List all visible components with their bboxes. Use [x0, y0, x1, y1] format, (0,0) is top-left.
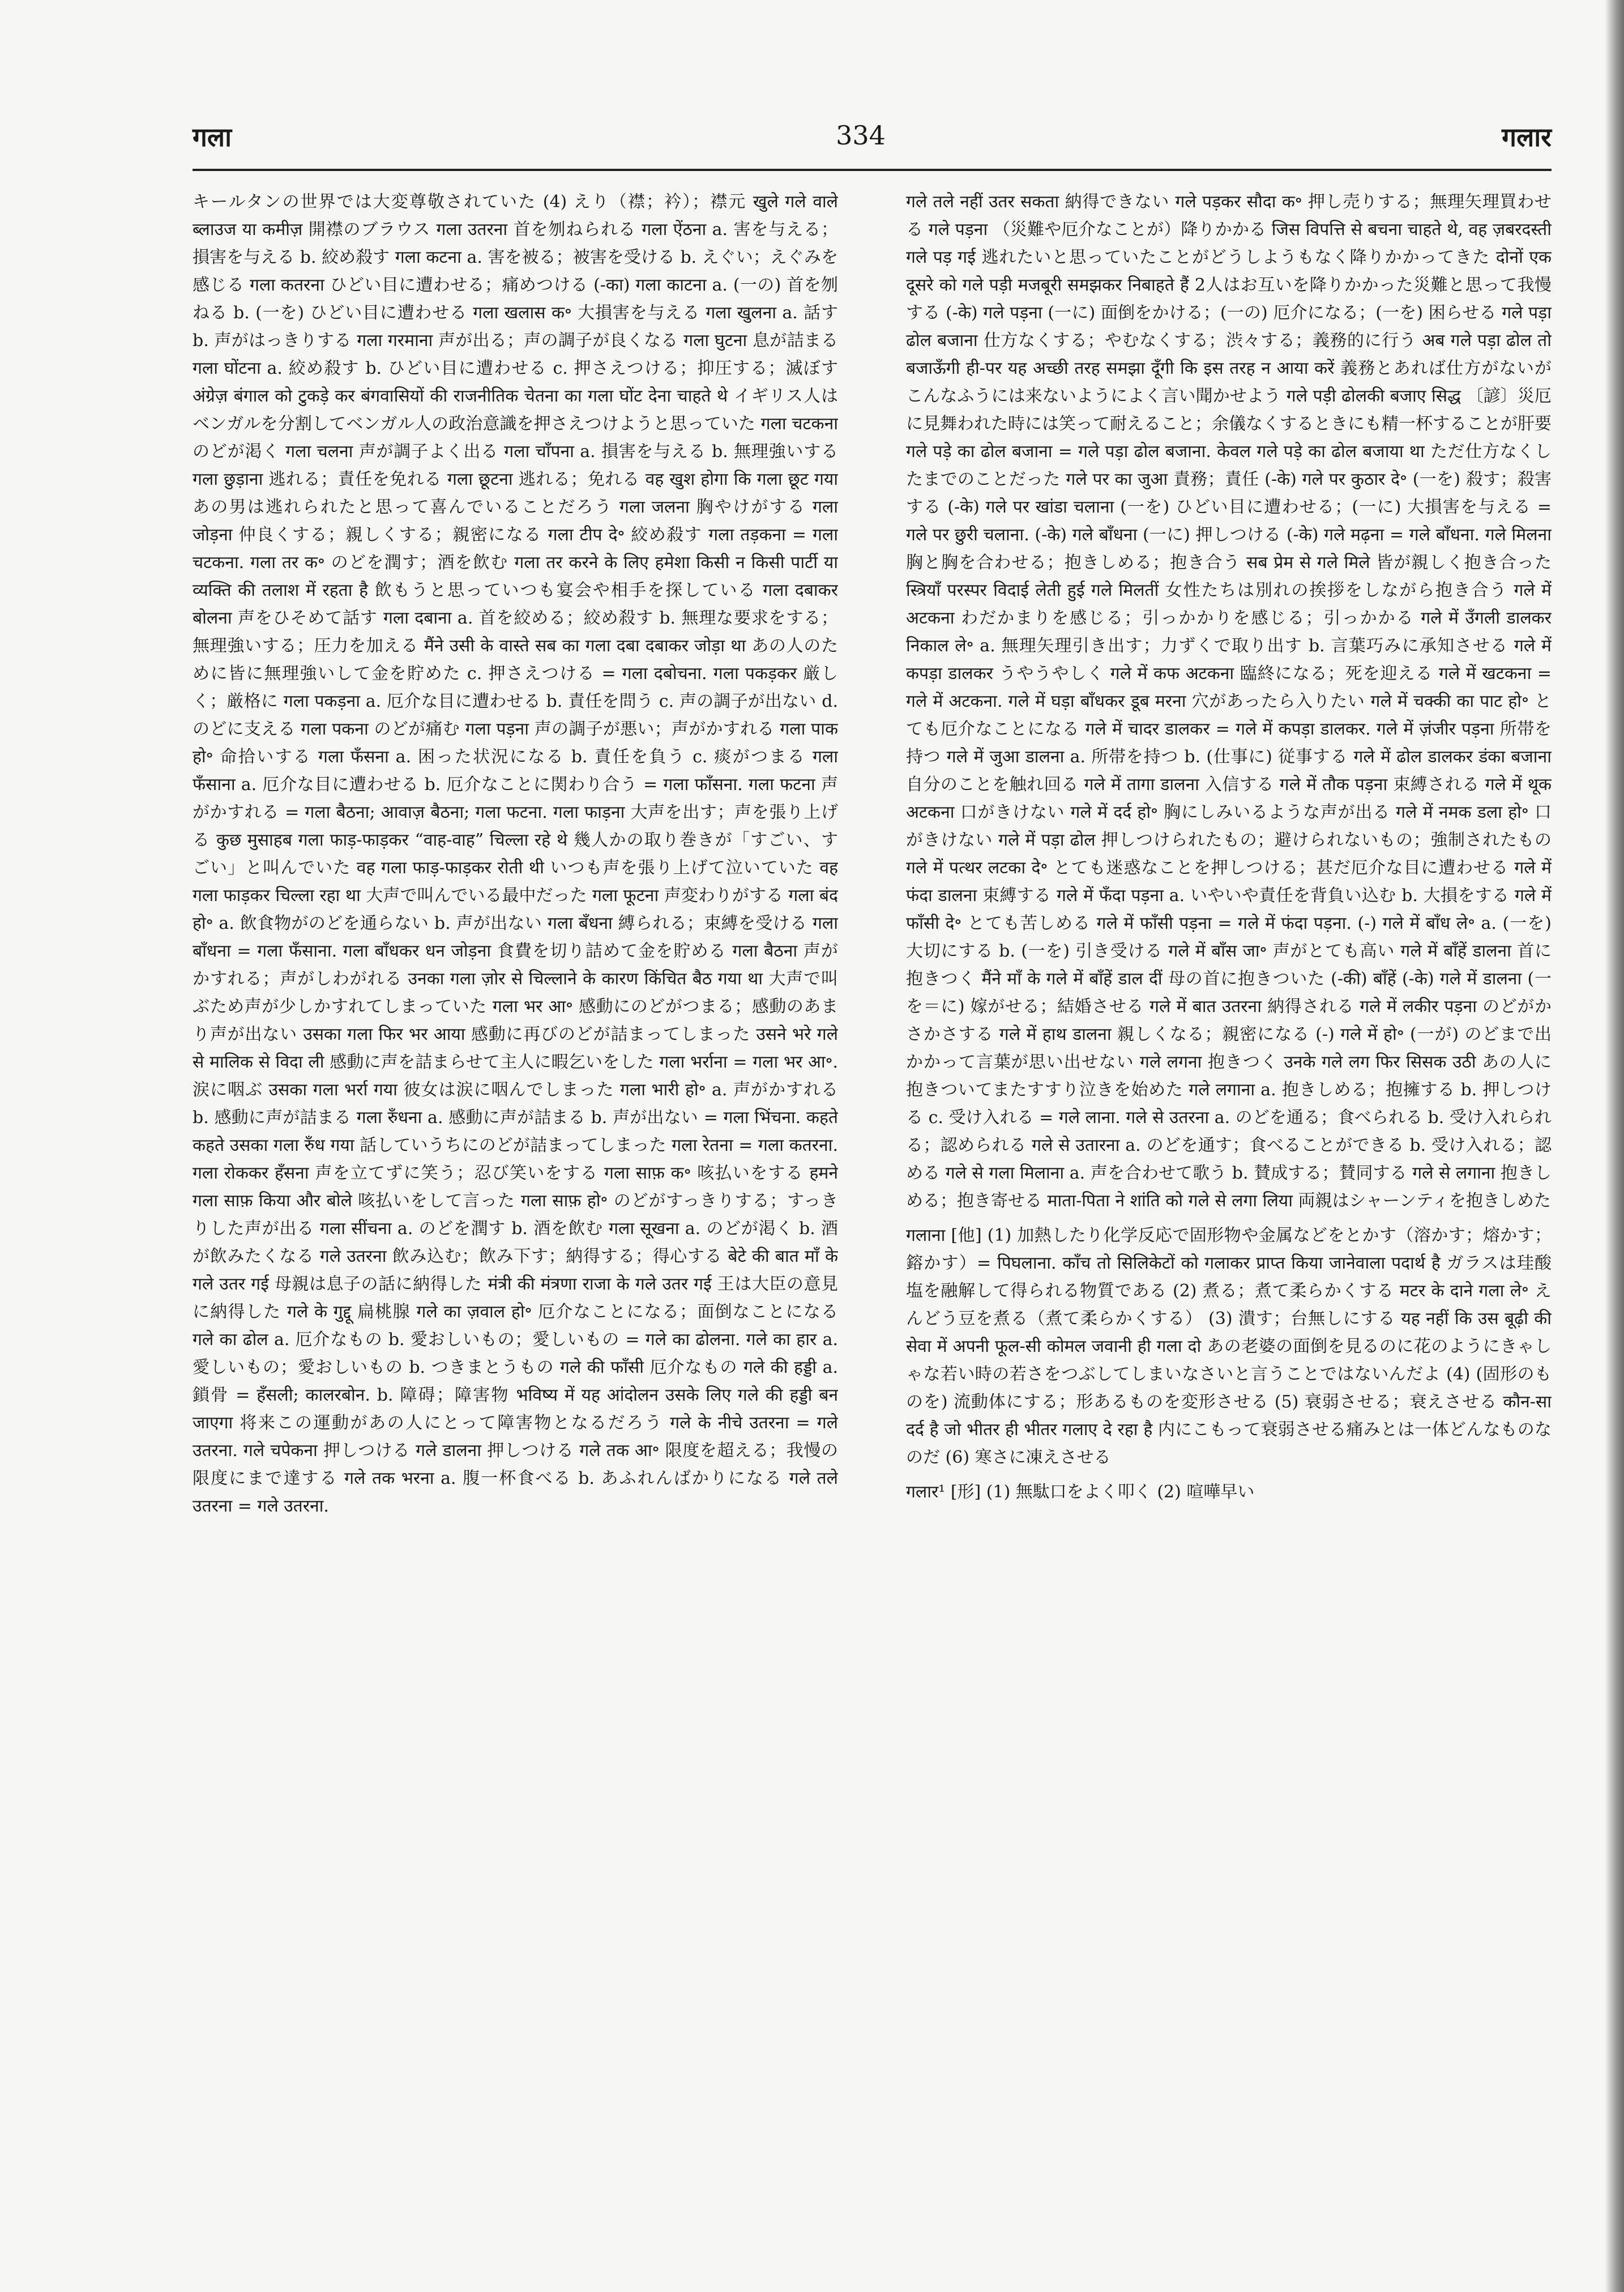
running-head-left: गला [193, 122, 232, 152]
running-head-right: गलार [1502, 122, 1552, 152]
scan-edge-shadow [1605, 0, 1624, 2292]
entry-galana: गलाना [他] (1) 加熱したり化学反応で固形物や金属などをとかす（溶かす；熔かす；鎔かす）= पिघलाना. काँच तो सिलिकेटों को गलाकर प्राप्त किया जानेवाला पदार्थ है ガラスは珪酸塩を融解して得られる物質である (2) 煮る；煮て柔らかくする मटर के दाने गला ले॰ えんどう豆を煮る（煮て柔らかくする） (3) 潰す；台無しにする यह नहीं कि उस बूढ़ी की सेवा में अपनी फूल-सी कोमल जवानी ही गला दो あの老婆の面倒を見るのに花のようにきゃしゃな若い時の若さをつぶしてしまいなさいと言うことではないんだよ (4) (固形のものを) 流動体にする；形あるものを変形させる (5) 衰弱させる；衰えさせる कौन-सा दर्द है जो भीतर ही भीतर गलाए दे रहा है 内にこもって衰弱させる痛みとは一体どんなものなのだ (6) 寒さに凍えさせる [906, 1226, 1552, 1467]
left-column [193, 188, 838, 2255]
header-rule [193, 169, 1552, 171]
left-column-text: キールタンの世界では大変尊敬されていた (4) えり（襟；衿）；襟元 खुले गले वाले ब्लाउज या कमीज़ 開襟のブラウス गला उतरना 首を刎ねられる गला ऐंठना a. 害を与える；損害を与える b. 絞め殺す गला कटना a. 害を被る；被害を受ける b. えぐい；えぐみを感じる गला कतरना ひどい目に遭わせる；痛めつける (-का) गला काटना a. (一の) 首を刎ねる b. (一を) ひどい目に遭わせる गला खलास क॰ 大損害を与える गला खुलना a. 話す b. 声がはっきりする गला गरमाना 声が出る；声の調子が良くなる गला घुटना 息が詰まる गला घोंटना a. 絞め殺す b. ひどい目に遭わせる c. 押さえつける；抑圧する；滅ぼす अंग्रेज़ बंगाल को टुकड़े कर बंगवासियों की राजनीतिक चेतना का गला घोंट देना चाहते थे イギリス人はベンガルを分割してベンガル人の政治意識を押さえつけようと思っていた गला चटकना のどが渇く गला चलना 声が調子よく出る गला चाँपना a. 損害を与える b. 無理強いする गला छुड़ाना 逃れる；責任を免れる गला छूटना 逃れる；免れる वह खुश होगा कि गला छूट गया あの男は逃れられたと思って喜んでいることだろう गला जलना 胸やけがする गला जोड़ना 仲良くする；親しくする；親密になる गला टीप दे॰ 絞め殺す गला तड़कना = गला चटकना. गला तर क॰ のどを潤す；酒を飲む गला तर करने के लिए हमेशा किसी न किसी पार्टी या व्यक्ति की तलाश में रहता है 飲もうと思っていつも宴会や相手を探している गला दबाकर बोलना 声をひそめて話す गला दबाना a. 首を絞める；絞め殺す b. 無理な要求をする；無理強いする；圧力を加える मैंने उसी के वास्ते सब का गला दबा दबाकर जोड़ा था あの人のために皆に無理強いして金を貯めた c. 押さえつける = गला दबोचना. गला पकड़कर 厳しく；厳格に गला पकड़ना a. 厄介な目に遭わせる b. 責任を問う c. 声の調子が出ない d. のどに支える गला पकना のどが痛む गला पड़ना 声の調子が悪い；声がかすれる गला पाक हो॰ 命拾いする गला फँसना a. 困った状況になる b. 責任を負う c. 痰がつまる गला फँसाना a. 厄介な目に遭わせる b. 厄介なことに関わり合う = गला फाँसना. गला फटना 声がかすれる = गला बैठना; आवाज़ बैठना; गला फटना. गला फाड़ना 大声を出す；声を張り上げる कुछ मुसाहब गला फाड़-फाड़कर “वाह-वाह” चिल्ला रहे थे 幾人かの取り巻きが「すごい、すごい」と叫んでいた वह गला फाड़-फाड़कर रोती थी いつも声を張り上げて泣いていた वह गला फाड़कर चिल्ला रहा था 大声で叫んでいる最中だった गला फूटना 声変わりがする गला बंद हो॰ a. 飲食物がのどを通らない b. 声が出ない गला बँधना 縛られる；束縛を受ける गला बाँधना = गला फँसाना. गला बाँधकर धन जोड़ना 食費を切り詰めて金を貯める गला बैठना 声がかすれる；声がしわがれる उनका गला ज़ोर से चिल्लाने के कारण किंचित बैठ गया था 大声で叫ぶため声が少しかすれてしまっていた गला भर आ॰ 感動にのどがつまる；感動のあまり声が出ない उसका गला फिर भर आया 感動に再びのどが詰まってしまった उसने भरे गले से मालिक से विदा ली 感動に声を詰まらせて主人に暇乞いをした गला भर्राना = गला भर आ॰. 涙に咽ぶ उसका गला भर्रा गया 彼女は涙に咽んでしまった गला भारी हो॰ a. 声がかすれる b. 感動に声が詰まる गला रुँधना a. 感動に声が詰まる b. 声が出ない = गला भिंचना. कहते कहते उसका गला रुँध गया 話していうちにのどが詰まってしまった गला रेतना = गला कतरना. गला रोककर हँसना 声を立てずに笑う；忍び笑いをする गला साफ़ क॰ 咳払いをする हमने गला साफ़ किया और बोले 咳払いをして言った गला साफ़ हो॰ のどがすっきりする；すっきりした声が出る गला सींचना a. のどを潤す b. 酒を飲む गला सूखना a. のどが渇く b. 酒が飲みたくなる गले उतरना 飲み込む；飲み下す；納得する；得心する बेटे की बात माँ के गले उतर गई 母親は息子の話に納得した मंत्री की मंत्रणा राजा के गले उतर गई 王は大臣の意見に納得した गले के गुद्दू 扁桃腺 गले का ज़वाल हो॰ 厄介なことになる；面倒なことになる गले का ढोल a. 厄介なもの b. 愛おしいもの；愛しいもの = गले का ढोलना. गले का हार a. 愛しいもの；愛おしいもの b. つきまとうもの गले की फाँसी 厄介なもの गले की हड्डी a. 鎖骨 = हँसली; कालरबोन. b. 障碍；障害物 भविष्य में यह आंदोलन उसके लिए गले की हड्डी बन जाएगा 将来この運動があの人にとって障害物となるだろう गले के नीचे उतरना = गले उतरना. गले चपेकना 押しつける गले डालना 押しつける गले तक आ॰ 限度を超える；我慢の限度にまで達する गले तक भरना a. 腹一杯食べる b. あふれんばかりになる गले तले उतरना = गले उतरना. [193, 192, 838, 1516]
right-column [906, 188, 1552, 2255]
right-column-text: गले तले नहीं उतर सकता 納得できない गले पड़कर सौदा क॰ 押し売りする；無理矢理買わせる गले पड़ना （災難や厄介なことが）降りかかる जिस विपत्ति से बचना चाहते थे, वह ज़बरदस्ती गले पड़ गई 逃れたいと思っていたことがどうしようもなく降りかかってきた दोनों एक दूसरे को गले पड़ी मजबूरी समझकर निबाहते हैं 2人はお互いを降りかかった災難と思って我慢する (-के) गले पड़ना (一に) 面倒をかける；(一の) 厄介になる；(一を) 困らせる गले पड़ा ढोल बजाना 仕方なくする；やむなくする；渋々する；義務的に行う अब गले पड़ा ढोल तो बजाऊँगी ही-पर यह अच्छी तरह समझा दूँगी कि इस तरह न आया करें 義務とあれば仕方がないがこんなふうには来ないようによく言い聞かせよう गले पड़ी ढोलकी बजाए सिद्ध 〔諺〕災厄に見舞われた時には笑って耐えること；余儀なくするときにも精一杯することが肝要 गले पड़े का ढोल बजाना = गले पड़ा ढोल बजाना. केवल गले पड़े का ढोल बजाया था ただ仕方なくしたまでのことだった गले पर का जुआ 責務；責任 (-के) गले पर कुठार दे॰ (一を) 殺す；殺害する (-के) गले पर खांडा चलाना (一を) ひどい目に遭わせる；(一に) 大損害を与える = गले पर छुरी चलाना. (-के) गले बाँधना (一に) 押しつける (-के) गले मढ़ना = गले बाँधना. गले मिलना 胸と胸を合わせる；抱きしめる；抱き合う सब प्रेम से गले मिले 皆が親しく抱き合った स्त्रियाँ परस्पर विदाई लेती हुई गले मिलतीं 女性たちは別れの挨拶をしながら抱き合う गले में अटकना わだかまりを感じる；引っかかりを感じる；引っかかる गले में उँगली डालकर निकाल ले॰ a. 無理矢理引き出す；力ずくで取り出す b. 言葉巧みに承知させる गले में कपड़ा डालकर うやうやしく गले में कफ अटकना 臨終になる；死を迎える गले में खटकना = गले में अटकना. गले में घड़ा बाँधकर डूब मरना 穴があったら入りたい गले में चक्की का पाट हो॰ とても厄介なことになる गले में चादर डालकर = गले में कपड़ा डालकर. गले में ज़ंजीर पड़ना 所帯を持つ गले में जुआ डालना a. 所帯を持つ b. (仕事に) 従事する गले में ढोल डालकर डंका बजाना 自分のことを触れ回る गले में तागा डालना 入信する गले में तौक पड़ना 束縛される गले में थूक अटकना 口がきけない गले में दर्द हो॰ 胸にしみいるような声が出る गले में नमक डला हो॰ 口がきけない गले में पड़ा ढोल 押しつけられたもの；避けられないもの；強制されたもの गले में पत्थर लटका दे॰ とても迷惑なことを押しつける；甚だ厄介な目に遭わせる गले में फंदा डालना 束縛する गले में फँदा पड़ना a. いやいや責任を背負い込む b. 大損をする गले में फाँसी दे॰ とても苦しめる गले में फाँसी पड़ना = गले में फंदा पड़ना. (-) गले में बाँध ले॰ a. (一を) 大切にする b. (一を) 引き受ける गले में बाँस जा॰ 声がとても高い गले में बाँहें डालना 首に抱きつく मैंने माँ के गले में बाँहें डाल दीं 母の首に抱きついた (-की) बाँहें (-के) गले में डालना (一を＝に) 嫁がせる；結婚させる गले में बात उतरना 納得される गले में लकीर पड़ना のどがかさかさする गले में हाथ डालना 親しくなる；親密になる (-) गले में हो॰ (一が) のどまで出かかって言葉が思い出せない गले लगना 抱きつく उनके गले लग फिर सिसक उठी あの人に抱きついてまたすすり泣きを始めた गले लगाना a. 抱きしめる；抱擁する b. 押しつける c. 受け入れる = गले लाना. गले से उतरना a. のどを通る；食べられる b. 受け入れられる；認められる गले से उतारना a. のどを通す；食べることができる b. 受け入れる；認める गले से गला मिलाना a. 声を合わせて歌う b. 賛成する；賛同する गले से लगाना 抱きしめる；抱き寄せる माता-पिता ने शांति को गले से लगा लिया 両親はシャーンティを抱きしめた [906, 192, 1552, 1211]
entry-galar: गलार¹ [形] (1) 無駄口をよく叩く (2) 喧嘩早い [906, 1482, 1255, 1502]
page-number: 334 [836, 120, 886, 151]
dictionary-page [170, 108, 1552, 2271]
